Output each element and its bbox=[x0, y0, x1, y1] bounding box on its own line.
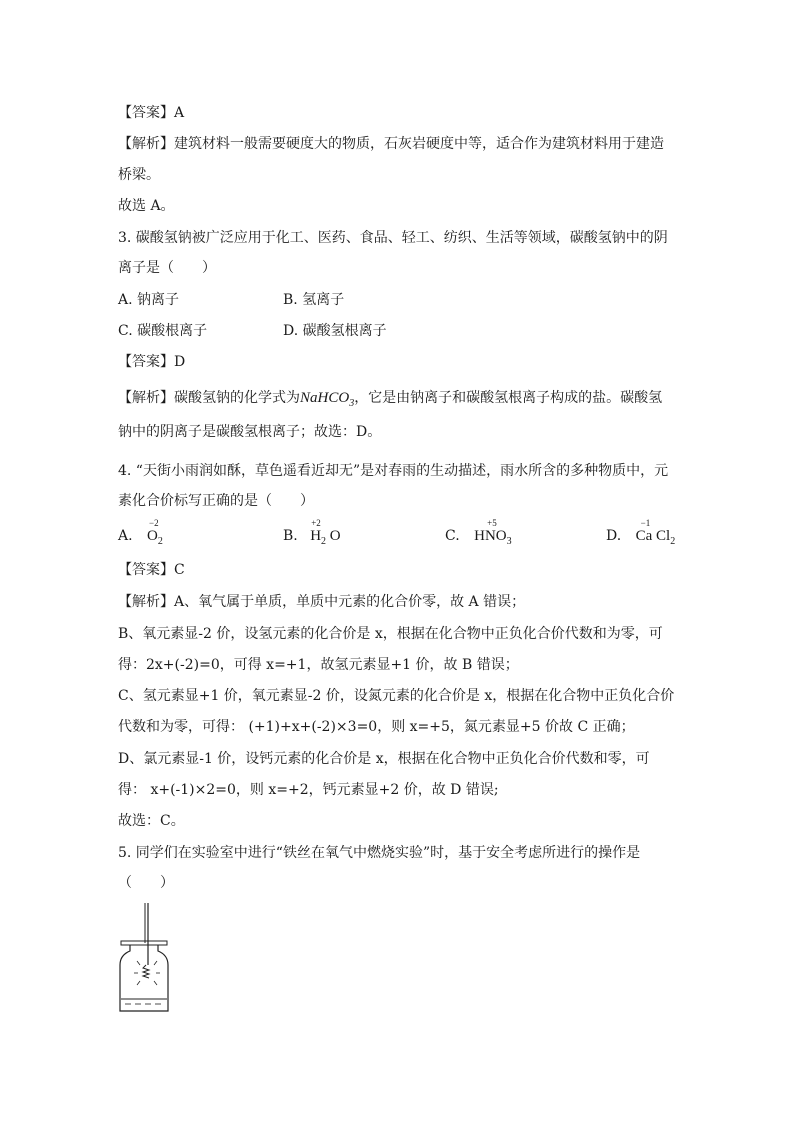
q4-d-formula: −1 Ca $Cl_2$ bbox=[635, 518, 676, 547]
q4-option-a: A. −2 $O_2$ bbox=[118, 526, 163, 552]
q3-stem-line-1: 3. 碳酸氢钠被广泛应用于化工、医药、食品、轻工、纺织、生活等领域，碳酸氢钠中的阴 bbox=[118, 230, 668, 246]
q4-analysis-line: D、氯元素显-1 价，设钙元素的化合价是 x，根据在化合物中正负化合价代数和零，可 bbox=[118, 751, 650, 767]
q4-stem-line-1: 4. “天街小雨润如酥，草色遥看近却无”是对春雨的生动描述，雨水所含的多种物质中，元 bbox=[118, 463, 669, 479]
q5-stem-line-2: （ ） bbox=[118, 875, 174, 891]
q4-analysis-line: B、氧元素显-2 价，设氢元素的化合价是 x，根据在化合物中正负化合价代数和为零，可 bbox=[118, 626, 663, 642]
q3-option-a: A. 钠离子 bbox=[118, 292, 180, 308]
q5-stem-line-1: 5. 同学们在实验室中进行“铁丝在氧气中燃烧实验”时，基于安全考虑所进行的操作是 bbox=[118, 845, 641, 861]
q4-analysis-line: C、氢元素显+1 价，氧元素显-2 价，设氮元素的化合价是 x，根据在化合物中正负化合价 bbox=[118, 688, 675, 704]
q4-a-formula: −2 $O_2$ bbox=[147, 518, 163, 547]
q3-analysis-line-1 bbox=[118, 388, 662, 414]
q2-conclusion: 故选 A。 bbox=[118, 198, 175, 214]
q3-analysis-line-2: 钠中的阴离子是碳酸氢根离子；故选：D。 bbox=[118, 424, 382, 440]
q4-c-formula: +5 $HNO_3$ bbox=[474, 518, 512, 547]
q4-b-formula: +2 $H_2$ O bbox=[310, 518, 341, 547]
q4-analysis-line: 得： x+(-1)×2=0，则 x=+2，钙元素显+2 价，故 D 错误; bbox=[118, 782, 499, 798]
q2-analysis-line-2: 桥梁。 bbox=[118, 167, 160, 183]
q4-answer: 【答案】C bbox=[118, 562, 185, 578]
q4-option-d: D. −1 Ca $Cl_2$ bbox=[606, 526, 675, 552]
nahco3-formula: NaHCO$_3$ bbox=[300, 390, 355, 409]
iron-wire-combustion-diagram bbox=[116, 903, 176, 1015]
q3-option-c: C. 碳酸根离子 bbox=[118, 323, 208, 339]
q3-analysis-pre: 【解析】碳酸氢钠的化学式为 bbox=[118, 390, 300, 406]
q4-option-b: B. +2 $H_2$ O bbox=[283, 526, 341, 552]
oxidation-state: −1 bbox=[640, 518, 651, 528]
q4-analysis-line: 【解析】A、氧气属于单质，单质中元素的化合价零，故 A 错误； bbox=[118, 594, 526, 610]
q4-option-c: C. +5 $HNO_3$ bbox=[445, 526, 512, 552]
q3-option-b: B. 氢离子 bbox=[283, 292, 345, 308]
q3-answer: 【答案】D bbox=[118, 354, 186, 370]
gas-jar-figure bbox=[116, 903, 176, 1019]
oxidation-state: −2 bbox=[149, 518, 159, 528]
q3-option-d: D. 碳酸氢根离子 bbox=[283, 323, 387, 339]
q4-analysis-line: 得：2x+(-2)=0，可得 x=+1，故氢元素显+1 价，故 B 错误； bbox=[118, 657, 519, 673]
q3-analysis-post: ，它是由钠离子和碳酸氢根离子构成的盐。碳酸氢 bbox=[354, 390, 663, 406]
q4-stem-line-2: 素化合价标写正确的是（ ） bbox=[118, 493, 314, 509]
q2-analysis-line-1: 【解析】建筑材料一般需要硬度大的物质，石灰岩硬度中等，适合作为建筑材料用于建造 bbox=[118, 136, 664, 152]
q3-stem-line-2: 离子是（ ） bbox=[118, 260, 216, 276]
q4-conclusion: 故选：C。 bbox=[118, 813, 185, 829]
q4-analysis-line: 代数和为零，可得： (+1)+x+(-2)×3=0，则 x=+5，氮元素显+5 价故 C 正确； bbox=[118, 719, 635, 735]
oxidation-state: +5 bbox=[487, 518, 497, 528]
q2-answer: 【答案】A bbox=[118, 105, 185, 121]
oxidation-state: +2 bbox=[311, 518, 321, 528]
